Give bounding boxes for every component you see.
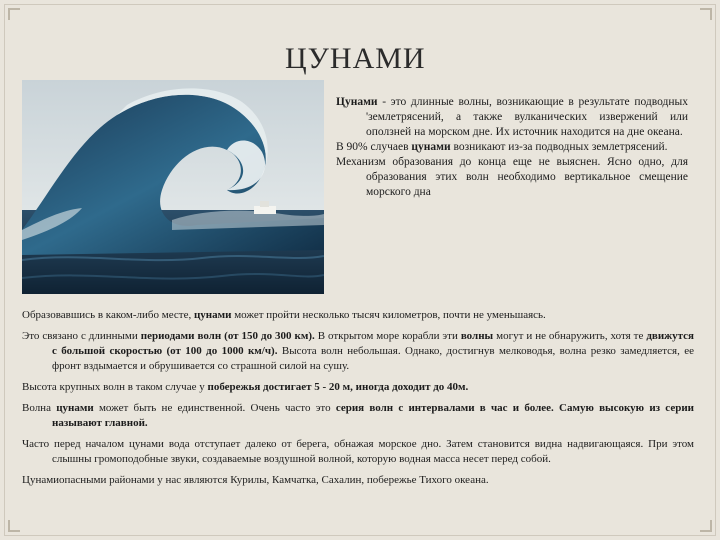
text-run: Образовавшись в каком-либо месте, xyxy=(22,309,194,321)
bold-text: Цунами xyxy=(336,96,378,108)
paragraph xyxy=(22,401,694,431)
bold-text: цунами xyxy=(411,141,451,153)
paragraph xyxy=(336,155,688,200)
text-run: Высота волн небольшая. Однако, достигнув мелководья, волна резко замедляется, ее фронт вздымается и обрушивается со страшной силой на сушу. xyxy=(52,345,695,372)
corner-ornament xyxy=(700,520,712,532)
paragraph xyxy=(336,95,688,140)
text-run: могут и не обнаружить, хотя те xyxy=(493,330,647,342)
text-run: Часто перед началом цунами вода отступает далеко от берега, обнажая морское дно. Затем становится видна надвигающаяся. При этом слышны громоподобные звуки, создаваемые воздушной волной, которую водная масса несет перед собой. xyxy=(22,438,694,465)
text-run: может пройти несколько тысяч километров, почти не уменьшаясь. xyxy=(231,309,546,321)
text-run: Цунамиопасными районами у нас являются Курилы, Камчатка, Сахалин, побережье Тихого океана. xyxy=(22,474,489,486)
text-run: Это связано с длинными xyxy=(22,330,141,342)
definition-text xyxy=(336,95,688,200)
paragraph xyxy=(22,380,694,395)
text-run: Волна xyxy=(22,402,57,414)
corner-ornament xyxy=(8,520,20,532)
bold-text: цунами xyxy=(193,309,232,321)
paragraph xyxy=(22,473,694,488)
text-run: В открытом море корабли эти xyxy=(314,330,461,342)
bold-text: побережья достигает 5 - 20 м, иногда доходит до 40м. xyxy=(207,381,469,393)
paragraph xyxy=(22,308,694,323)
corner-ornament xyxy=(8,8,20,20)
paragraph xyxy=(22,437,694,467)
details-text xyxy=(22,308,694,494)
paragraph xyxy=(22,329,694,374)
bold-text: периодами волн (от 150 до 300 км). xyxy=(140,330,315,342)
bold-text: серия волн с интервалами в час и более. Самую высокую из серии называют главной. xyxy=(52,402,695,429)
bold-text: движутся с большой скоростью (от 100 до 1000 км/ч). xyxy=(52,330,695,357)
slide-title: ЦУНАМИ xyxy=(285,42,426,75)
bold-text: цунами xyxy=(56,402,94,414)
tsunami-wave-photo xyxy=(22,80,324,294)
text-run: может быть не единственной. Очень часто это xyxy=(93,402,336,414)
text-run: В 90% случаев xyxy=(336,141,412,153)
text-run: Высота крупных волн в таком случае у xyxy=(22,381,208,393)
text-run: возникают из-за подводных землетрясений. xyxy=(450,141,668,153)
text-run: - это длинные волны, возникающие в результате подводных 'землетрясений, а также вулканических извержений или оползней на морском дне. Их источник находится на дне океана. xyxy=(366,96,688,138)
bold-text: волны xyxy=(460,330,494,342)
corner-ornament xyxy=(700,8,712,20)
text-run: Механизм образования до конца еще не выяснен. Ясно одно, для образования этих волн необходимо вертикальное смещение морского дна xyxy=(336,156,688,198)
paragraph xyxy=(336,140,688,155)
